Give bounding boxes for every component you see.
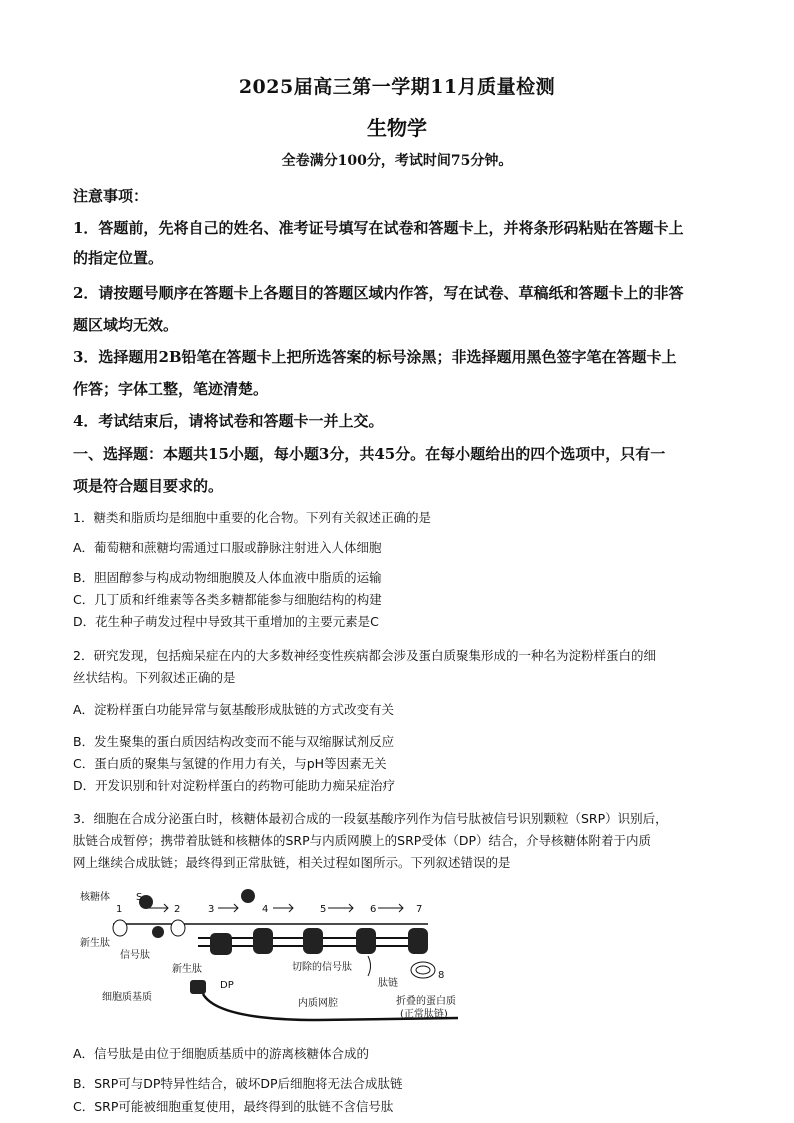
question-2-option-a: A．淀粉样蛋白功能异常与氨基酸形成肽链的方式改变有关 — [73, 702, 395, 717]
step-arrow — [378, 904, 403, 912]
question-3-stem: 3．细胞在合成分泌蛋白时，核糖体最初合成的一段氨基酸序列作为信号肽被信号识别颗粒（SRP）识别后， — [73, 811, 668, 826]
notice-item: 3．选择题用2B铅笔在答题卡上把所选答案的标号涂黑；非选择题用黑色签字笔在答题卡上 — [73, 348, 677, 366]
notice-item: 4．考试结束后，请将试卷和答题卡一并上交。 — [73, 412, 384, 430]
label-peptide-chain: 肽链 — [378, 978, 398, 989]
question-2-option-b: B．发生聚集的蛋白质因结构改变而不能与双缩脲试剂反应 — [73, 734, 395, 749]
label-er-lumen: 内质网腔 — [298, 998, 338, 1009]
question-3-stem-cont: 肽链合成暂停；携带着肽链和核糖体的SRP与内质网膜上的SRP受体（DP）结合，介导核糖体附着于内质 — [73, 833, 651, 848]
step-number: 6 — [370, 904, 377, 915]
label-normal-chain: (正常肽链) — [400, 1009, 448, 1020]
subject-title: 生物学 — [367, 116, 427, 140]
label-nascent-peptide-2: 新生肽 — [172, 964, 202, 975]
step-arrow — [218, 904, 238, 912]
label-cytosol: 细胞质基质 — [102, 992, 152, 1003]
label-folded-protein: 折叠的蛋白质 — [396, 996, 456, 1007]
step-arrow — [273, 904, 293, 912]
label-dp: DP — [220, 980, 234, 991]
step-number: 3 — [208, 904, 215, 915]
translocon — [408, 928, 428, 954]
label-signal-peptide: 信号肽 — [120, 950, 150, 961]
srp-bound-complex — [210, 933, 232, 955]
exam-title: 2025届高三第一学期11月质量检测 — [238, 76, 556, 98]
question-1-option-a: A．葡萄糖和蔗糖均需通过口服或静脉注射进入人体细胞 — [73, 540, 382, 555]
step-number: 4 — [262, 904, 269, 915]
step-number: 2 — [174, 904, 181, 915]
step-number: 5 — [320, 904, 327, 915]
question-3-option-c: C．SRP可能被细胞重复使用，最终得到的肽链不含信号肽 — [73, 1099, 394, 1114]
section-heading-cont: 项是符合题目要求的。 — [73, 477, 224, 495]
translocon — [303, 928, 323, 954]
question-3-option-a: A．信号肽是由位于细胞质基质中的游离核糖体合成的 — [73, 1046, 370, 1061]
ribosome-shape — [113, 920, 127, 936]
label-s: S — [136, 892, 143, 903]
question-2-stem-cont: 丝状结构。下列叙述正确的是 — [73, 670, 236, 685]
notice-item: 2．请按题号顺序在答题卡上各题目的答题区域内作答，写在试卷、草稿纸和答题卡上的非答 — [73, 284, 684, 302]
step-number: 8 — [438, 970, 445, 981]
srp-particle — [152, 926, 164, 938]
question-3-stem-cont2: 网上继续合成肽链；最终得到正常肽链，相关过程如图所示。下列叙述错误的是 — [73, 855, 511, 870]
question-1-option-d: D．花生种子萌发过程中导致其干重增加的主要元素是C — [73, 614, 379, 629]
srp-pathway-figure — [78, 888, 468, 1028]
question-1-stem: 1．糖类和脂质均是细胞中重要的化合物。下列有关叙述正确的是 — [73, 510, 431, 525]
translocon — [356, 928, 376, 954]
notice-item: 作答；字体工整，笔迹清楚。 — [73, 380, 269, 398]
ribosome-shape — [171, 920, 185, 936]
question-1-option-b: B．胆固醇参与构成动物细胞膜及人体血液中脂质的运输 — [73, 570, 382, 585]
peptide-chain-shape — [368, 956, 371, 976]
dp-receptor — [190, 980, 206, 994]
question-1-option-c: C．几丁质和纤维素等各类多糖都能参与细胞结构的构建 — [73, 592, 382, 607]
srp-pathway-diagram — [78, 888, 468, 1028]
translocon — [253, 928, 273, 954]
notice-heading: 注意事项： — [73, 187, 149, 205]
score-info: 全卷满分100分，考试时间75分钟。 — [281, 153, 513, 169]
question-2-stem: 2．研究发现，包括痴呆症在内的大多数神经变性疾病都会涉及蛋白质聚集形成的一种名为淀粉样蛋白的细 — [73, 648, 656, 663]
question-3-option-b: B．SRP可与DP特异性结合，破坏DP后细胞将无法合成肽链 — [73, 1076, 403, 1091]
step-number: 1 — [116, 904, 123, 915]
question-2-option-d: D．开发识别和针对淀粉样蛋白的药物可能助力痴呆症治疗 — [73, 778, 396, 793]
label-ribosome: 核糖体 — [80, 892, 110, 903]
notice-item: 的指定位置。 — [73, 249, 164, 267]
section-heading: 一、选择题：本题共15小题，每小题3分，共45分。在每小题给出的四个选项中，只有一 — [73, 445, 666, 463]
label-nascent-peptide: 新生肽 — [80, 938, 110, 949]
srp-particle — [241, 889, 255, 903]
label-cut-signal: 切除的信号肽 — [292, 962, 352, 973]
folded-protein-shape — [416, 966, 430, 974]
notice-item: 题区域均无效。 — [73, 316, 179, 334]
notice-item: 1．答题前，先将自己的姓名、准考证号填写在试卷和答题卡上，并将条形码粘贴在答题卡上 — [73, 219, 684, 237]
question-2-option-c: C．蛋白质的聚集与氢键的作用力有关，与pH等因素无关 — [73, 756, 387, 771]
folded-protein-shape — [411, 962, 435, 978]
step-arrow — [328, 904, 353, 912]
step-number: 7 — [416, 904, 423, 915]
